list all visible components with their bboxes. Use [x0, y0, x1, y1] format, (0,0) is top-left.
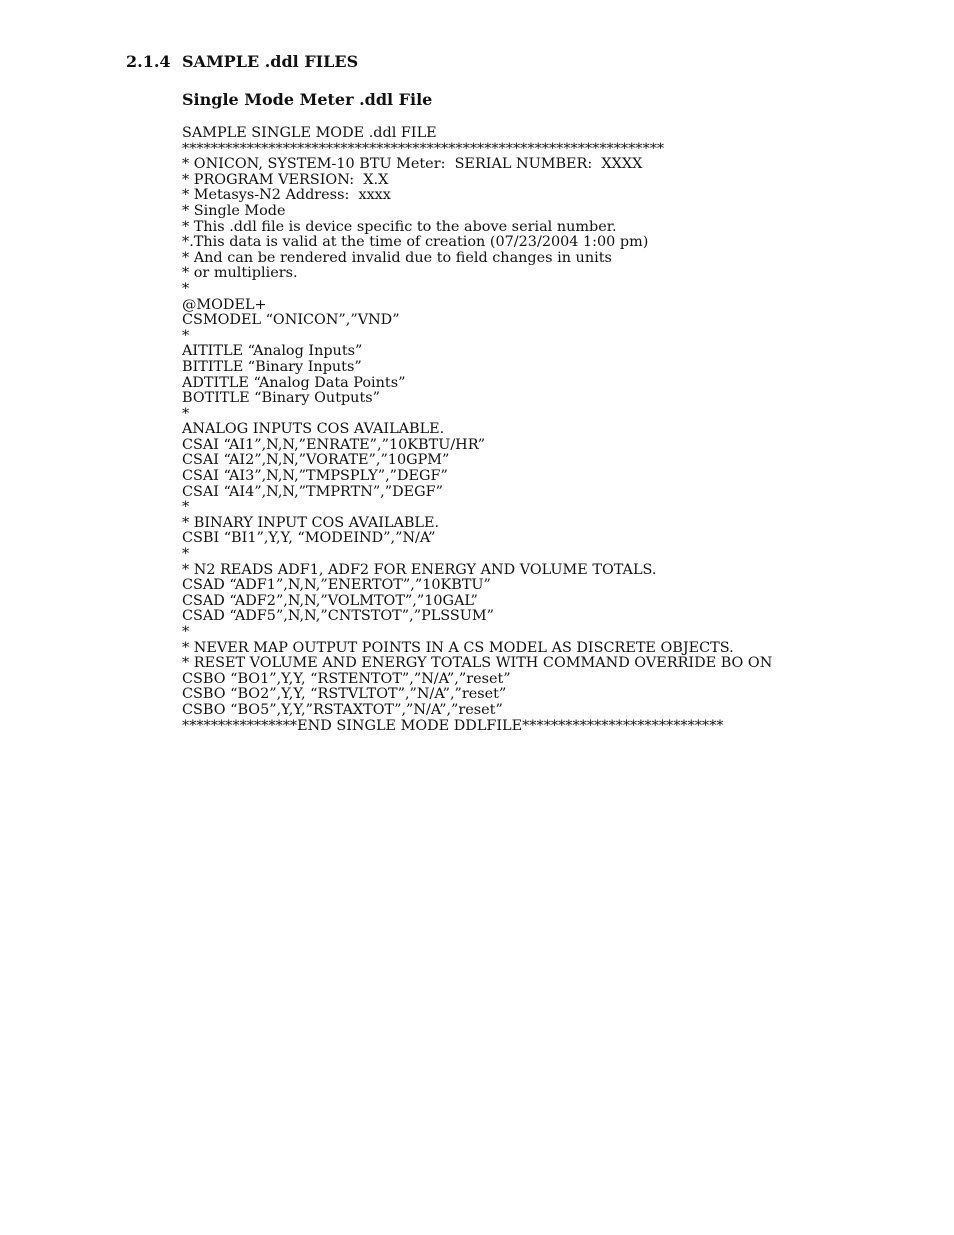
ddl-line: CSBI “BI1”,Y,Y, “MODEIND”,”N/A”: [182, 530, 436, 547]
ddl-line: CSBO “BO2”,Y,Y, “RSTVLTOT”,”N/A”,”reset”: [182, 686, 507, 703]
ddl-line: ****************END SINGLE MODE DDLFILE****************************: [182, 717, 724, 734]
ddl-line: *: [182, 624, 190, 640]
ddl-line: AITITLE “Analog Inputs”: [182, 343, 363, 360]
ddl-line: *: [182, 405, 190, 422]
ddl-line: * PROGRAM VERSION: X.X: [182, 171, 389, 188]
ddl-line: * or multipliers.: [182, 265, 298, 282]
section-number: 2.1.4: [126, 52, 171, 71]
ddl-line: *: [182, 327, 190, 344]
ddl-line: CSAI “AI3”,N,N,”TMPSPLY”,”DEGF”: [182, 468, 448, 485]
section-title: SAMPLE .ddl FILES: [182, 52, 359, 71]
ddl-line: CSBO “BO1”,Y,Y, “RSTENTOT”,”N/A”,”reset”: [182, 670, 511, 687]
ddl-line: CSAI “AI1”,N,N,”ENRATE”,”10KBTU/HR”: [182, 436, 486, 453]
ddl-line: CSBO “BO5”,Y,Y,”RSTAXTOT”,”N/A”,”reset”: [182, 701, 503, 718]
ddl-line: *: [182, 499, 190, 516]
ddl-line: ANALOG INPUTS COS AVAILABLE.: [182, 421, 445, 438]
ddl-line: * This .ddl file is device specific to the above serial number.: [182, 218, 617, 235]
ddl-line: CSAI “AI2”,N,N,”VORATE”,”10GPM”: [182, 452, 450, 469]
ddl-line: CSAI “AI4”,N,N,”TMPRTN”,”DEGF”: [182, 483, 443, 500]
ddl-line: * And can be rendered invalid due to field changes in units: [182, 249, 612, 266]
ddl-line: BOTITLE “Binary Outputs”: [182, 390, 380, 407]
ddl-line: * Single Mode: [182, 202, 286, 219]
ddl-line: * RESET VOLUME AND ENERGY TOTALS WITH COMMAND OVERRIDE BO ON: [182, 655, 773, 672]
ddl-line: * N2 READS ADF1, ADF2 FOR ENERGY AND VOLUME TOTALS.: [182, 561, 657, 578]
ddl-line: * BINARY INPUT COS AVAILABLE.: [182, 514, 440, 531]
ddl-line: CSAD “ADF5”,N,N,”CNTSTOT”,”PLSSUM”: [182, 608, 494, 625]
ddl-line: ADTITLE “Analog Data Points”: [182, 374, 406, 391]
section-heading: [126, 52, 358, 72]
ddl-line: *.This data is valid at the time of creation (07/23/2004 1:00 pm): [182, 234, 649, 251]
ddl-line: CSAD “ADF2”,N,N,”VOLMTOT”,”10GAL”: [182, 592, 478, 609]
ddl-line: * ONICON, SYSTEM-10 BTU Meter: SERIAL NUMBER: XXXX: [182, 156, 643, 173]
subsection-heading: Single Mode Meter .ddl File: [182, 90, 433, 109]
ddl-line: *: [182, 280, 190, 297]
ddl-line: *******************************************************************: [182, 140, 665, 157]
ddl-line: *: [182, 546, 190, 563]
ddl-file-listing: [182, 126, 882, 734]
ddl-line: * Metasys-N2 Address: xxxx: [182, 187, 391, 204]
ddl-line: SAMPLE SINGLE MODE .ddl FILE: [182, 125, 437, 141]
ddl-line: @MODEL+: [182, 296, 267, 313]
ddl-line: CSAD “ADF1”,N,N,”ENERTOT”,”10KBTU”: [182, 577, 491, 594]
ddl-line: CSMODEL “ONICON”,”VND”: [182, 312, 400, 329]
ddl-line: BITITLE “Binary Inputs”: [182, 358, 362, 375]
ddl-line: * NEVER MAP OUTPUT POINTS IN A CS MODEL AS DISCRETE OBJECTS.: [182, 639, 734, 656]
